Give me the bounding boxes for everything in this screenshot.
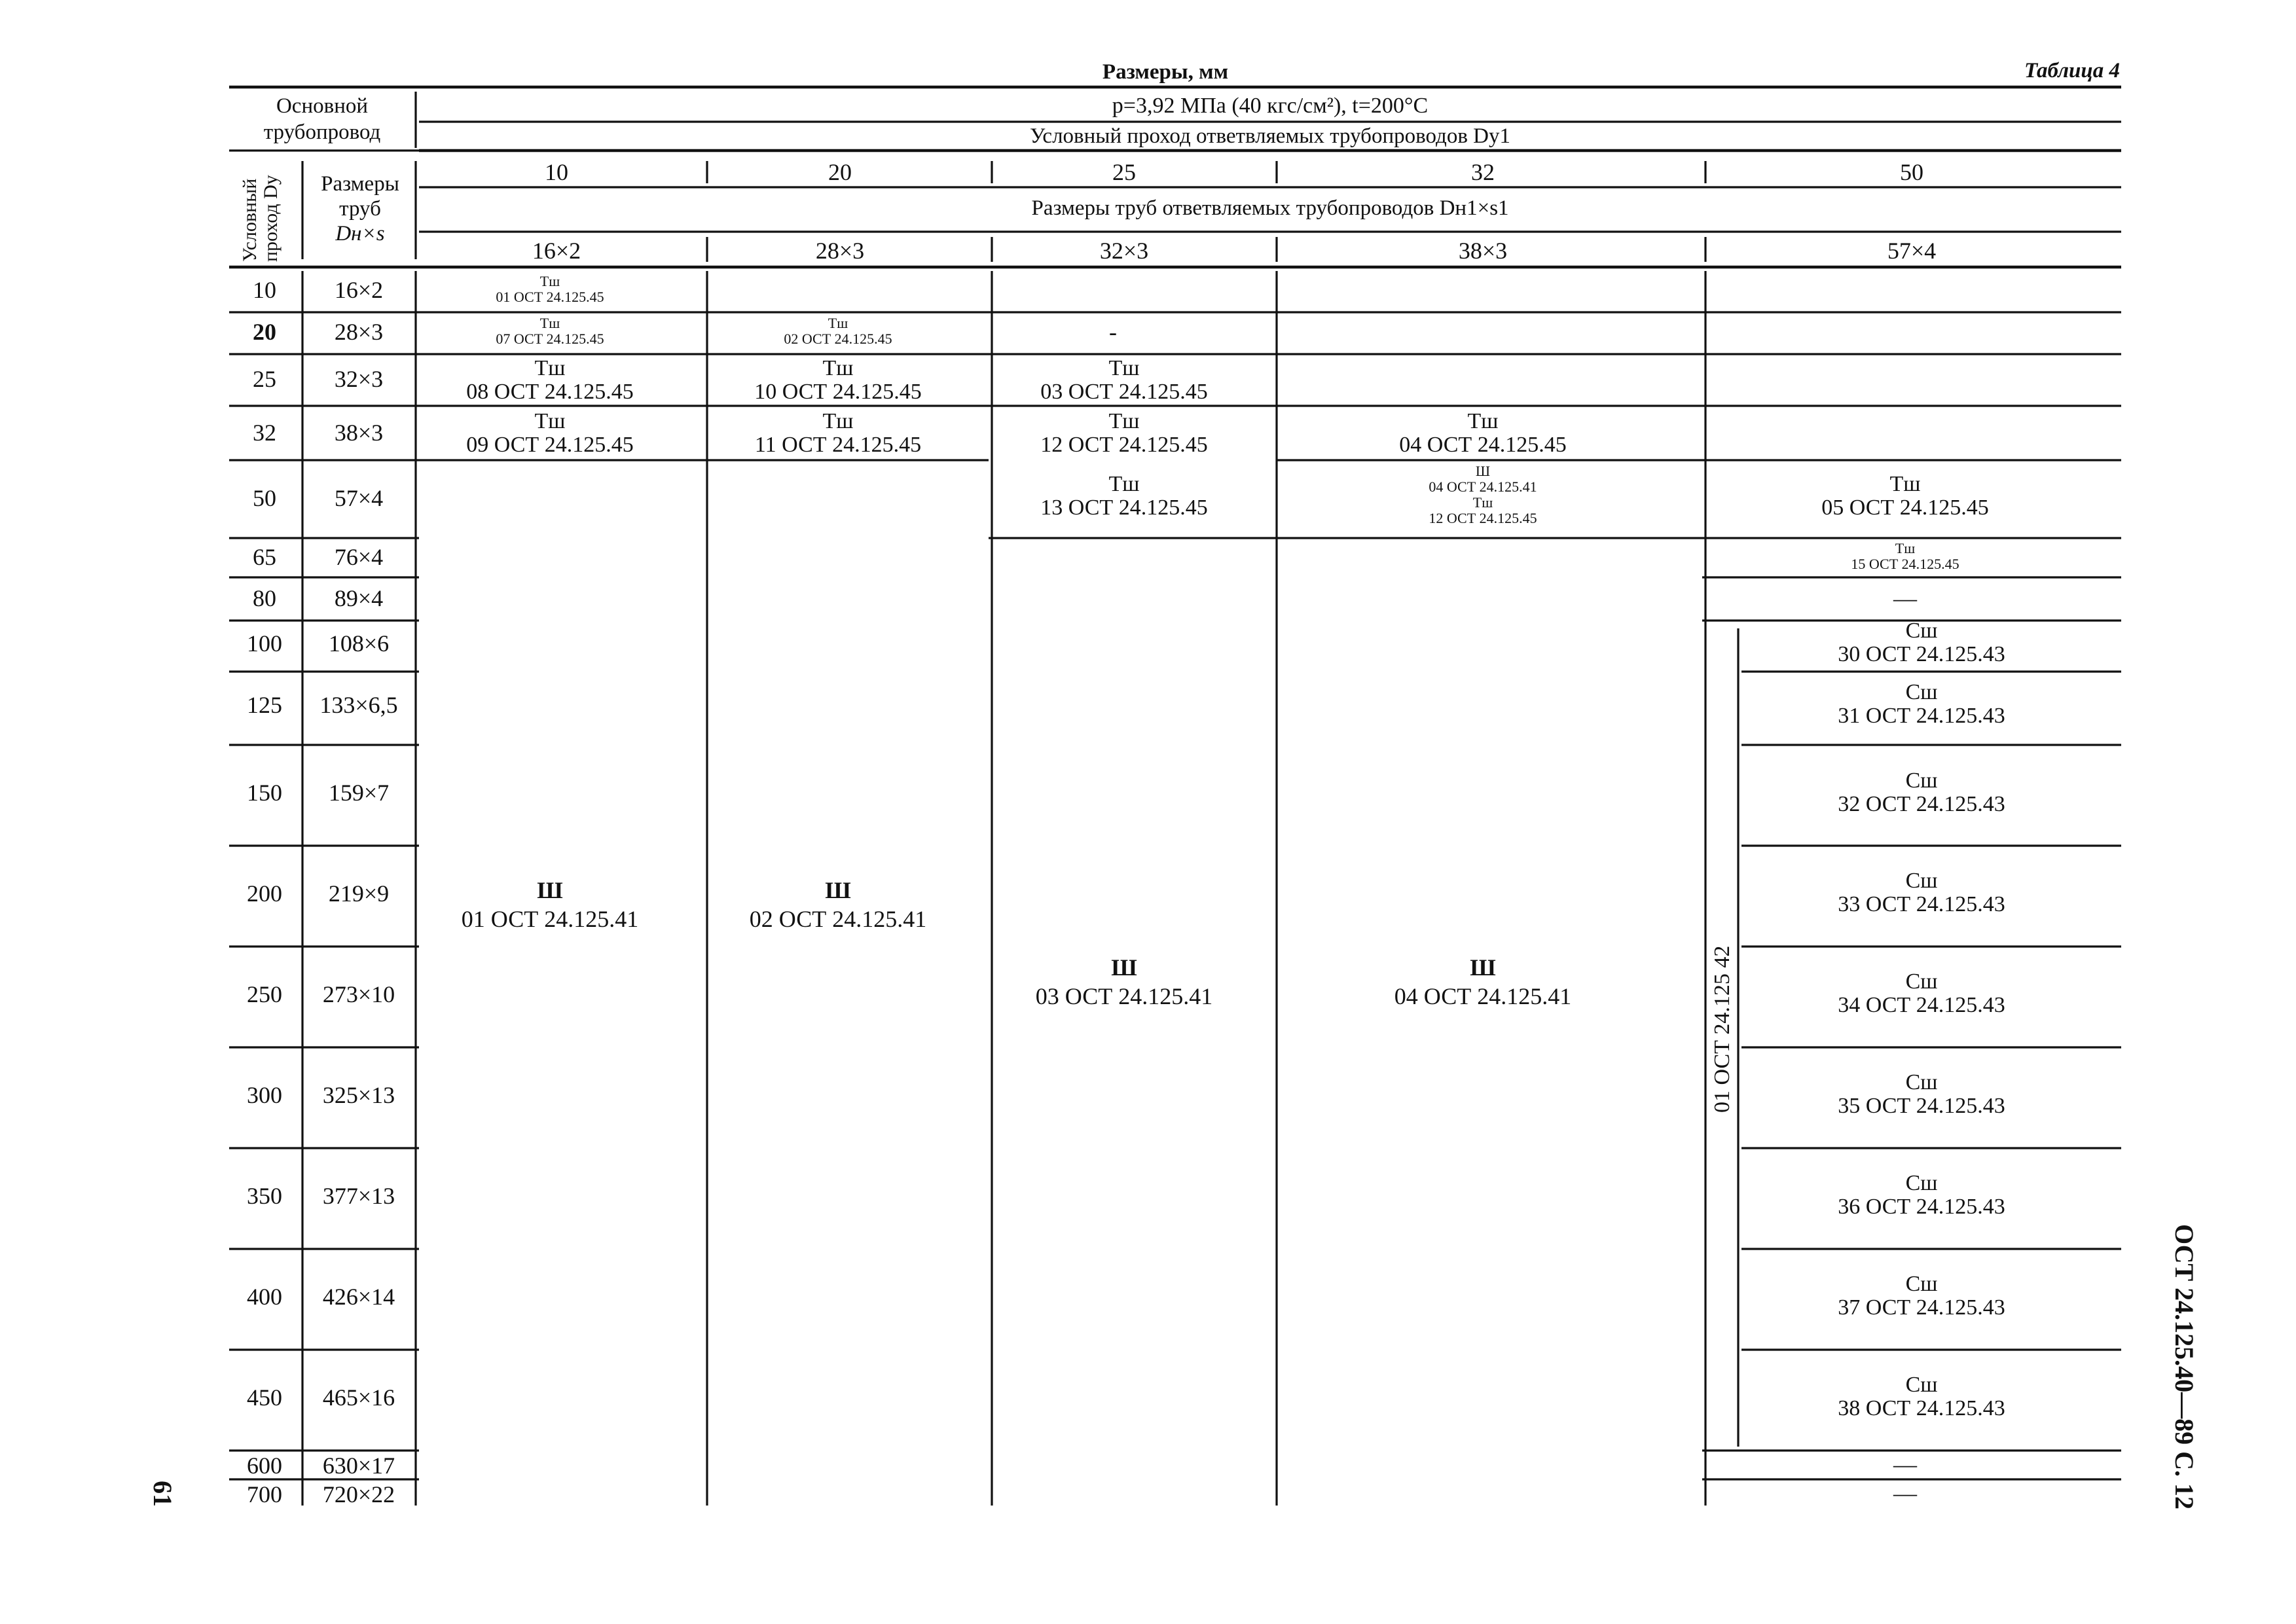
size-col-line2: труб xyxy=(339,197,381,221)
cell-r10-c10 xyxy=(496,274,604,305)
cell-type: Сш xyxy=(1905,1171,1938,1195)
cell-type: Сш xyxy=(1905,1373,1938,1397)
branch-dn-32: 32 xyxy=(1471,159,1495,185)
cell-code: 10 ОСТ 24.125.45 xyxy=(754,380,922,404)
cell-ssh-125 xyxy=(1838,681,2005,728)
cell-code: 35 ОСТ 24.125.43 xyxy=(1838,1094,2005,1118)
cell-type: Ш xyxy=(537,877,563,903)
dn-col-line1: Условный xyxy=(239,178,261,262)
cell-type: Тш xyxy=(822,409,854,433)
dn-column-header xyxy=(240,175,282,262)
cell-code: 04 ОСТ 24.125.45 xyxy=(1399,433,1567,457)
cell-type: Тш xyxy=(1889,472,1921,496)
cell-code: 38 ОСТ 24.125.43 xyxy=(1838,1396,2005,1420)
cell-r20-c20 xyxy=(784,316,892,347)
dn-col-line2: проход Dy xyxy=(260,175,282,262)
cell-code: 34 ОСТ 24.125.43 xyxy=(1838,993,2005,1017)
cell-r600-c50: — xyxy=(1893,1451,1917,1477)
cell-type: Ш xyxy=(1111,954,1137,981)
row-dn-50: 50 xyxy=(253,485,276,511)
branch-dn-20: 20 xyxy=(828,159,852,185)
cell-type: Ш xyxy=(1470,954,1496,981)
cell-type: Тш xyxy=(1895,540,1916,556)
cell-type: Сш xyxy=(1905,1070,1938,1094)
row-size-700: 720×22 xyxy=(322,1481,395,1507)
cell-r50-c25 xyxy=(1040,473,1207,520)
standard-reference: ОСТ 24.125.40—89 С. 12 xyxy=(2170,1224,2199,1510)
cell-code: 02 ОСТ 24.125.45 xyxy=(784,331,892,347)
row-size-400: 426×14 xyxy=(322,1284,395,1310)
cell-type: Сш xyxy=(1905,619,1938,643)
cell-code: 31 ОСТ 24.125.43 xyxy=(1838,704,2005,728)
cell-code: 01 ОСТ 24.125.41 xyxy=(461,906,639,932)
cell-code: 02 ОСТ 24.125.41 xyxy=(749,906,927,932)
row-size-350: 377×13 xyxy=(322,1183,395,1209)
row-dn-20: 20 xyxy=(253,319,276,345)
cell-sh-c32 xyxy=(1394,953,1571,1011)
main-pipe-line1: Основной xyxy=(276,94,369,118)
cell-code: 07 ОСТ 24.125.45 xyxy=(496,331,604,347)
cell-ssh-300 xyxy=(1838,1071,2005,1118)
row-size-200: 219×9 xyxy=(328,880,390,907)
table-label: Таблица 4 xyxy=(2024,59,2121,82)
row-size-250: 273×10 xyxy=(322,981,395,1007)
cell-r65-c50 xyxy=(1851,541,1959,572)
cell-code: 01 ОСТ 24.125.45 xyxy=(496,289,604,305)
cell-code: 13 ОСТ 24.125.45 xyxy=(1040,496,1208,520)
cell-r50-c32 xyxy=(1429,463,1537,526)
row-size-125: 133×6,5 xyxy=(319,692,398,718)
cell-r50-c50 xyxy=(1821,473,1988,520)
cell-type: Тш xyxy=(828,315,848,331)
branch-pipe-header: Размеры труб ответвляемых трубопроводов Dн1×s1 xyxy=(1031,196,1509,220)
row-size-65: 76×4 xyxy=(334,544,384,570)
row-size-25: 32×3 xyxy=(334,366,384,392)
row-dn-80: 80 xyxy=(253,585,276,611)
main-pipe-line2: трубопровод xyxy=(263,120,381,144)
cell-code: 37 ОСТ 24.125.43 xyxy=(1838,1295,2005,1320)
branch-dn-25: 25 xyxy=(1112,159,1136,185)
cell-type: Сш xyxy=(1905,1272,1938,1296)
cell-ssh-200 xyxy=(1838,869,2005,916)
row-size-450: 465×16 xyxy=(322,1384,395,1411)
row-dn-25: 25 xyxy=(253,366,276,392)
row-dn-10: 10 xyxy=(253,277,276,303)
branch-dn-header: Условный проход ответвляемых трубопроводов Dу1 xyxy=(1030,124,1510,148)
cell-type: Тш xyxy=(539,315,560,331)
row-dn-600: 600 xyxy=(247,1453,282,1479)
cell-side-c50: 01 ОСТ 24.125 42 xyxy=(1710,945,1734,1113)
row-dn-700: 700 xyxy=(247,1481,282,1507)
cell-ssh-150 xyxy=(1838,769,2005,816)
row-dn-125: 125 xyxy=(247,692,282,718)
cell-ssh-400 xyxy=(1838,1272,2005,1320)
row-dn-150: 150 xyxy=(247,780,282,806)
row-dn-250: 250 xyxy=(247,981,282,1007)
size-col-line3: Dн×s xyxy=(335,222,385,245)
cell-type: Сш xyxy=(1905,869,1938,893)
branch-size-20: 28×3 xyxy=(815,238,865,264)
page-title: Размеры, мм xyxy=(1102,60,1229,84)
cell-r700-c50: — xyxy=(1893,1480,1917,1506)
cell-type: Тш xyxy=(1108,472,1140,496)
cell-code: 09 ОСТ 24.125.45 xyxy=(466,433,634,457)
branch-size-50: 57×4 xyxy=(1887,238,1937,264)
row-dn-32: 32 xyxy=(253,420,276,446)
row-size-80: 89×4 xyxy=(334,585,384,611)
cell-sh-c10 xyxy=(462,876,638,933)
cell-type: Тш xyxy=(1472,494,1493,511)
row-dn-65: 65 xyxy=(253,544,276,570)
row-dn-100: 100 xyxy=(247,630,282,657)
branch-dn-50: 50 xyxy=(1900,159,1923,185)
row-dn-350: 350 xyxy=(247,1183,282,1209)
cell-code: 11 ОСТ 24.125.45 xyxy=(754,433,922,457)
cell-sh-c20 xyxy=(750,876,926,933)
branch-size-25: 32×3 xyxy=(1099,238,1149,264)
cell-type: Сш xyxy=(1905,680,1938,704)
cell-r25-c20 xyxy=(754,357,921,404)
cell-r32-c20 xyxy=(755,410,921,457)
row-size-50: 57×4 xyxy=(334,485,384,511)
row-size-150: 159×7 xyxy=(328,780,390,806)
cell-ssh-100 xyxy=(1838,619,2005,666)
cell-code: 08 ОСТ 24.125.45 xyxy=(466,380,634,404)
cell-code: 32 ОСТ 24.125.43 xyxy=(1838,792,2005,816)
cell-code: 05 ОСТ 24.125.45 xyxy=(1821,496,1989,520)
cell-type: Тш xyxy=(534,356,566,380)
cell-type: Тш xyxy=(1467,409,1499,433)
branch-dn-10: 10 xyxy=(545,159,568,185)
cell-ssh-350 xyxy=(1838,1172,2005,1219)
cell-type: Тш xyxy=(539,273,560,289)
cell-sh-c25 xyxy=(1036,953,1212,1011)
cell-code: 12 ОСТ 24.125.45 xyxy=(1429,510,1537,526)
cell-type: Ш xyxy=(825,877,851,903)
cell-code: 30 ОСТ 24.125.43 xyxy=(1838,642,2005,666)
row-size-32: 38×3 xyxy=(334,420,384,446)
cell-r20-c10 xyxy=(496,316,604,347)
row-dn-300: 300 xyxy=(247,1082,282,1108)
size-column-header xyxy=(321,171,399,246)
cell-r32-c25 xyxy=(1040,410,1207,457)
cell-r25-c10 xyxy=(466,357,633,404)
cell-type: Тш xyxy=(534,409,566,433)
page-number: 61 xyxy=(148,1481,177,1507)
cell-code: 33 ОСТ 24.125.43 xyxy=(1838,892,2005,916)
row-size-10: 16×2 xyxy=(334,277,384,303)
pressure-header: p=3,92 МПа (40 кгс/см²), t=200°C xyxy=(1112,94,1429,118)
cell-r80-c50: — xyxy=(1893,585,1917,611)
row-dn-450: 450 xyxy=(247,1384,282,1411)
cell-type: Тш xyxy=(1108,409,1140,433)
cell-type: Тш xyxy=(1108,356,1140,380)
row-size-20: 28×3 xyxy=(334,319,384,345)
cell-code: 12 ОСТ 24.125.45 xyxy=(1040,433,1208,457)
cell-type: Сш xyxy=(1905,768,1938,793)
cell-code: 03 ОСТ 24.125.45 xyxy=(1040,380,1208,404)
cell-r25-c25 xyxy=(1040,357,1207,404)
row-size-100: 108×6 xyxy=(328,630,390,657)
cell-code: 03 ОСТ 24.125.41 xyxy=(1035,983,1213,1009)
branch-size-10: 16×2 xyxy=(532,238,581,264)
row-dn-200: 200 xyxy=(247,880,282,907)
cell-code: 15 ОСТ 24.125.45 xyxy=(1851,556,1959,572)
cell-r32-c32 xyxy=(1399,410,1566,457)
cell-code: 36 ОСТ 24.125.43 xyxy=(1838,1195,2005,1219)
cell-ssh-450 xyxy=(1838,1373,2005,1420)
row-dn-400: 400 xyxy=(247,1284,282,1310)
cell-type: Тш xyxy=(822,356,854,380)
cell-type: Ш xyxy=(1475,463,1491,479)
cell-type: Сш xyxy=(1905,969,1938,994)
row-size-600: 630×17 xyxy=(322,1453,395,1479)
size-col-line1: Размеры xyxy=(321,172,399,196)
cell-code: 04 ОСТ 24.125.41 xyxy=(1394,983,1572,1009)
row-size-300: 325×13 xyxy=(322,1082,395,1108)
cell-ssh-250 xyxy=(1838,970,2005,1017)
cell-r20-c25: - xyxy=(1109,319,1117,345)
main-pipe-header xyxy=(264,93,381,145)
cell-code: 04 ОСТ 24.125.41 xyxy=(1429,478,1537,495)
branch-size-32: 38×3 xyxy=(1458,238,1508,264)
cell-r32-c10 xyxy=(466,410,633,457)
